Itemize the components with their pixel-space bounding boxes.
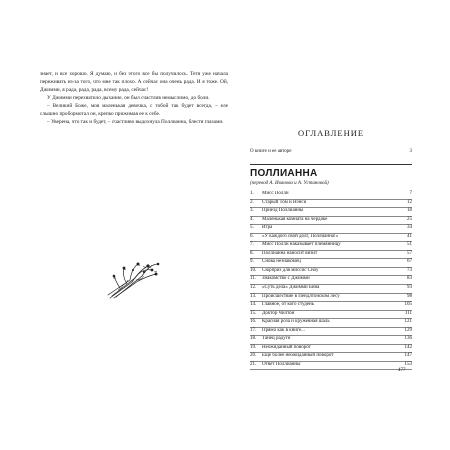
chapter-title: Сюрприз для миссис Сноу	[262, 267, 319, 273]
chapter-row	[250, 345, 412, 354]
chapter-page: 57	[407, 250, 412, 256]
chapter-number: 12.	[250, 285, 257, 291]
chapter-title: «Суть дела» Джимми Бина	[262, 285, 320, 291]
chapter-row	[250, 276, 412, 285]
chapter-row	[250, 259, 412, 268]
book-title: ПОЛЛИАННА	[250, 168, 318, 179]
chapter-row	[250, 191, 412, 200]
chapter-title: Главное, от кого студень	[262, 302, 315, 308]
divider	[250, 164, 412, 165]
chapter-page: 147	[404, 353, 412, 359]
chapter-page: 67	[407, 259, 412, 265]
chapter-number: 4.	[250, 216, 254, 222]
chapter-page: 121	[404, 319, 412, 325]
chapter-row	[250, 311, 412, 320]
chapter-title: Прямо как в книге...	[262, 327, 305, 333]
chapter-title: Знакомство с Джимми	[262, 276, 310, 282]
chapter-row	[250, 268, 412, 277]
chapter-page: 142	[404, 344, 412, 350]
chapter-number: 3.	[250, 208, 254, 214]
chapter-page: 7	[409, 191, 412, 196]
chapter-title: Мисс Полли	[262, 191, 289, 196]
chapter-row	[250, 200, 412, 209]
chapter-row	[250, 225, 412, 234]
chapter-row	[250, 234, 412, 243]
chapter-row	[250, 362, 412, 371]
chapter-page: 153	[404, 361, 412, 367]
chapter-row	[250, 294, 412, 303]
page-number: 477	[398, 368, 406, 373]
paragraph: – Великий Боже, моя маленькая девочка, с тобой так будет всегда, – еле слышно пробормотал он, крепко прижимая ее к себе.	[40, 103, 228, 117]
chapter-number: 20.	[250, 353, 257, 359]
chapter-title: Старый Том и Нэнси	[262, 199, 307, 205]
chapter-page: 136	[404, 336, 412, 342]
chapter-title: Еще более неожиданный поворот	[262, 353, 334, 359]
chapter-number: 11.	[250, 276, 257, 282]
chapter-number: 9.	[250, 259, 254, 265]
chapter-number: 5.	[250, 225, 254, 231]
chapter-title: Снова незнакомец	[262, 259, 301, 265]
chapter-title: Приезд Поллианны	[262, 208, 304, 214]
chapter-page: 41	[407, 233, 412, 239]
chapter-number: 18.	[250, 336, 257, 342]
chapter-number: 14.	[250, 302, 257, 308]
chapter-title: Происшествие в Пендлтонском лесу	[262, 293, 340, 299]
chapter-row	[250, 319, 412, 328]
chapter-row	[250, 251, 412, 260]
chapter-title: Доктор Чилтон	[262, 310, 295, 316]
chapter-number: 16.	[250, 319, 257, 325]
chapter-title: «У каждого свой долг, Поллианна!»	[262, 233, 339, 239]
chapter-page: 129	[404, 327, 412, 333]
table-of-contents	[250, 128, 412, 370]
paragraph: У Джимми перехватило дыхание, он был счастлив немыслимо, до боли.	[47, 95, 210, 101]
chapter-page: 51	[407, 242, 412, 248]
chapter-page: 98	[407, 293, 412, 299]
chapter-number: 1.	[250, 191, 254, 196]
chapter-row	[250, 336, 412, 345]
paragraph: – Уверена, что так и будет, – счастливо выдохнула Поллианна, блестя глазами.	[47, 119, 224, 125]
chapter-row	[250, 242, 412, 251]
chapter-list	[250, 191, 412, 370]
chapter-title: Мисс Полли наказывает племянницу	[262, 242, 341, 248]
chapter-number: 17.	[250, 327, 257, 333]
chapter-page: 93	[407, 285, 412, 291]
chapter-row	[250, 208, 412, 217]
chapter-row	[250, 285, 412, 294]
flower-bouquet-illustration	[102, 260, 162, 300]
chapter-number: 8.	[250, 250, 254, 256]
chapter-number: 10.	[250, 267, 257, 273]
chapter-row	[250, 217, 412, 226]
chapter-number: 21.	[250, 361, 257, 367]
chapter-page: 25	[407, 216, 412, 222]
chapter-title: Неожиданный поворот	[262, 344, 311, 350]
chapter-page: 34	[407, 225, 412, 231]
left-page	[40, 70, 228, 126]
chapter-number: 7.	[250, 242, 254, 248]
chapter-title: Танец радуги	[262, 336, 291, 342]
chapter-page: 111	[404, 310, 412, 316]
toc-heading: ОГЛАВЛЕНИЕ	[297, 128, 365, 138]
translator-credit: (перевод А. Иванова и А. Устиновой)	[250, 181, 329, 186]
chapter-number: 13.	[250, 293, 257, 299]
toc-entry-label: О книге и ее авторе	[250, 149, 292, 154]
chapter-page: 83	[407, 276, 412, 282]
chapter-number: 19.	[250, 344, 257, 350]
toc-entry-page: 3	[409, 149, 412, 154]
chapter-row	[250, 353, 412, 362]
paragraph: знает, и все хорошо. Я думаю, и без этого все бы получилось. Тетя уже начала переживать из-за того, что мне так плохо. А сейчас она очень рада. И я тоже. Ой, Джимми, я рада, рада, рада, всему рада, сейчас!	[40, 71, 228, 93]
chapter-row	[250, 328, 412, 337]
chapter-number: 6.	[250, 233, 254, 239]
chapter-page: 18	[407, 208, 412, 214]
chapter-title: Поллианна наносит визит	[262, 250, 318, 256]
chapter-page: 105	[404, 302, 412, 308]
chapter-number: 15.	[250, 310, 257, 316]
chapter-title: Красная роза и кружевная шаль	[262, 319, 330, 325]
toc-entry-about	[250, 148, 412, 156]
chapter-row	[250, 302, 412, 311]
chapter-number: 2.	[250, 199, 254, 205]
chapter-page: 12	[407, 199, 412, 205]
chapter-title: Ответ Поллианны	[262, 361, 301, 367]
chapter-title: Игра	[262, 225, 273, 231]
chapter-page: 73	[407, 267, 412, 273]
chapter-title: Маленькая комната на чердаке	[262, 216, 328, 222]
